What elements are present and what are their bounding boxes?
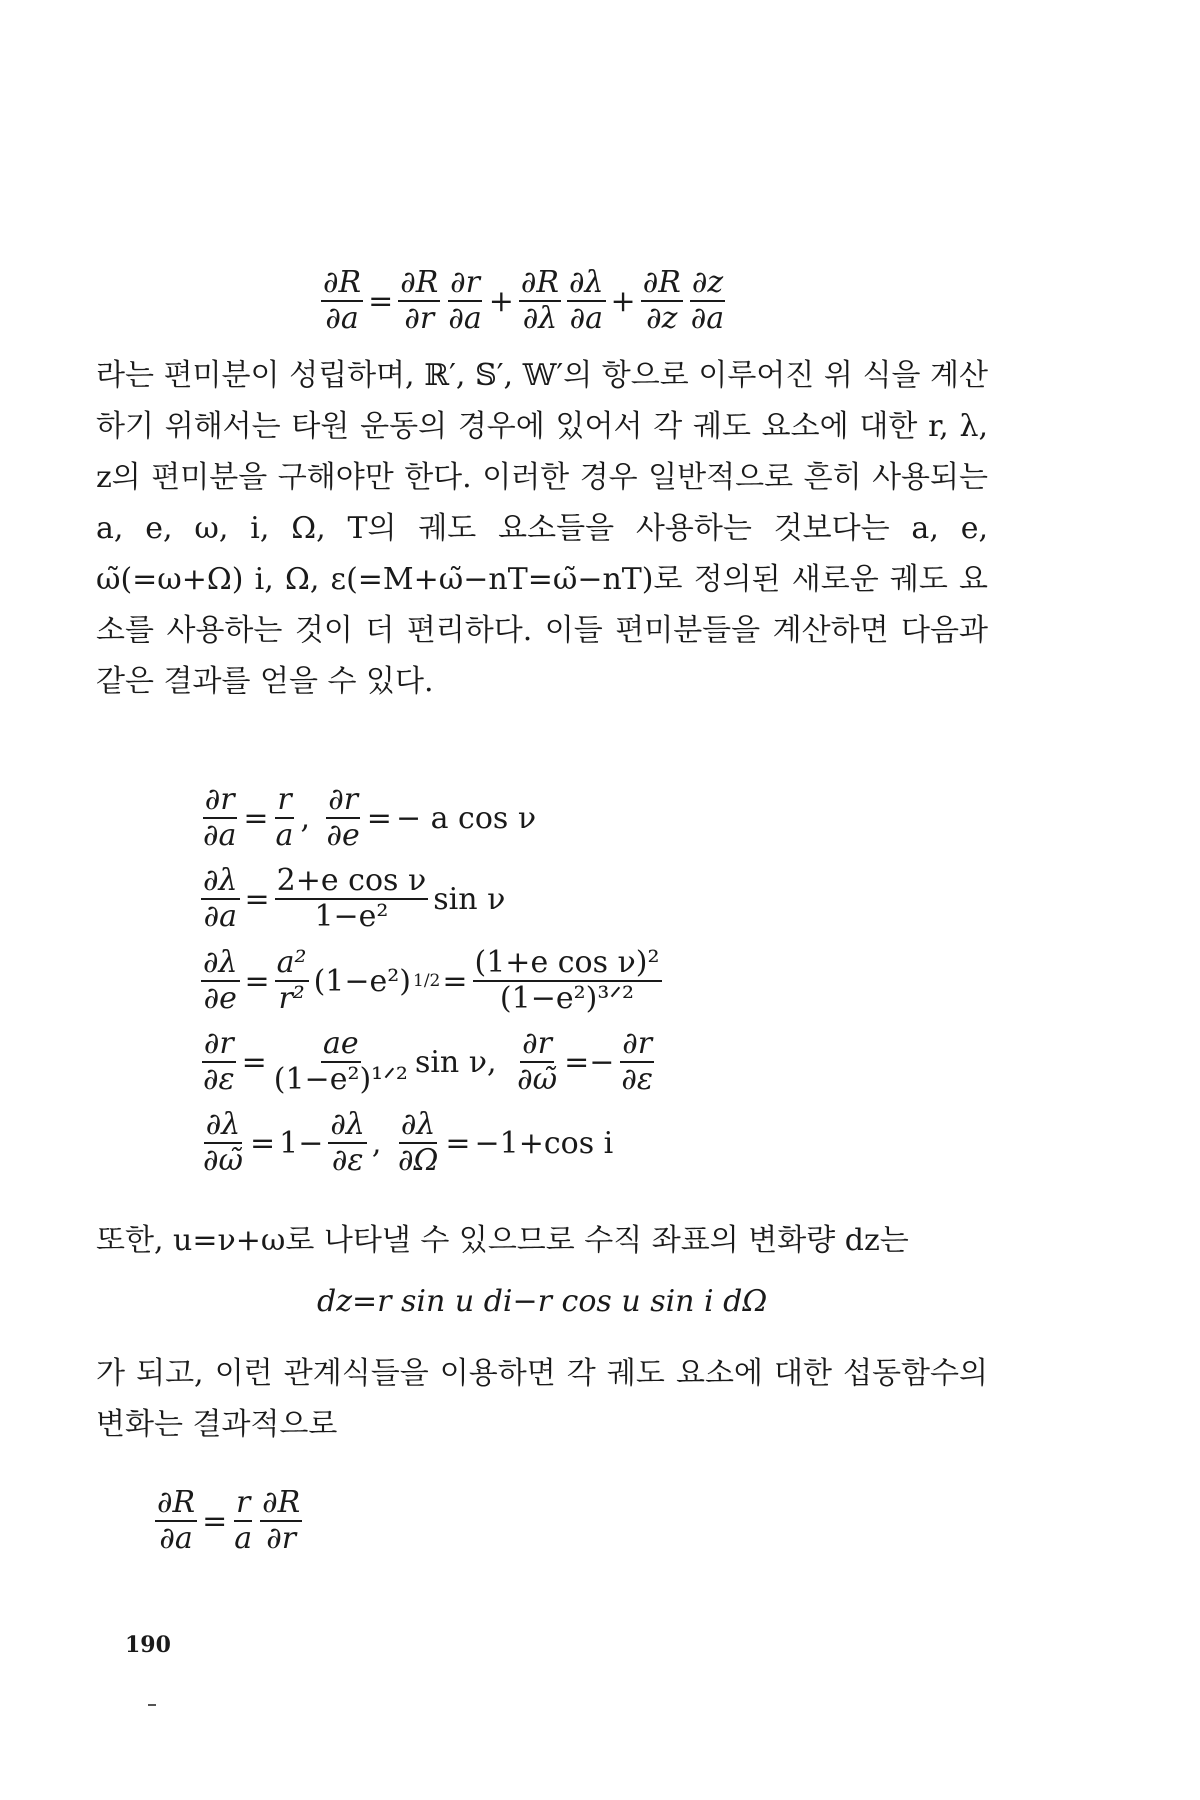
eq-fraction-numerator: r [236, 1485, 251, 1520]
eq-fraction-numerator: ∂r [204, 782, 235, 817]
eq-fraction-denominator: ∂a [325, 301, 359, 336]
eq-fraction-numerator: ∂r [450, 265, 480, 300]
eq-fraction-numerator: r [277, 782, 292, 817]
eq-fraction-denominator: ∂ε [203, 1062, 235, 1097]
equation-last: $\frac{\partial R}{\partial a}$ = $\frac{r}{a}$ $\frac{\partial R}{\partial r}$ [157, 1485, 301, 1556]
eq-fraction-denominator: ∂a [159, 1521, 193, 1556]
eq-fraction-numerator: ∂λ [330, 1107, 365, 1142]
eq-fraction-denominator: ∂e [326, 818, 360, 853]
eq-fraction-denominator: ∂a [203, 818, 237, 853]
eq-fraction-numerator: ∂λ [205, 1107, 241, 1142]
eq-fraction-denominator: ∂λ [522, 301, 558, 336]
paragraph-vertical-coordinate: 또한, u=ν+ω로 나타낼 수 있으므로 수직 좌표의 변화량 dz는 [96, 1223, 909, 1258]
eq-rhs: −1+cos i [474, 1125, 614, 1161]
eq-fraction-numerator: ∂r [203, 1026, 234, 1061]
eq-fraction-numerator: ∂R [323, 265, 362, 300]
eq-fraction-numerator: ∂z [691, 265, 724, 300]
eq-fraction-numerator: ∂R [520, 265, 560, 300]
eq-fraction-denominator: ∂a [448, 301, 482, 336]
eq-fraction-numerator: ∂R [400, 265, 439, 300]
page-number: 190 [125, 1632, 171, 1658]
eq-fraction-denominator: ∂a [690, 301, 725, 336]
eq-fraction-numerator: ∂R [642, 265, 681, 300]
equation-dz [315, 1284, 769, 1319]
eq-fraction-denominator: ∂Ω [397, 1143, 439, 1178]
equation-row-2: $\frac{\partial\lambda}{\partial a}$ = $\frac{\text{2+e cos ν}}{\text{1−e²}}$ sin ν [203, 863, 506, 934]
eq-fraction-numerator: ∂λ [203, 945, 238, 980]
eq-rhs: sin ν [433, 881, 506, 917]
paragraph-perturbation: 가 되고, 이런 관계식들을 이용하면 각 궤도 요소에 대한 섭동함수의 변화는 결과적으로 [96, 1356, 988, 1442]
equation-row-1: $\frac{\partial r}{\partial a}$ = $\frac{r}{a}$ , $\frac{\partial r}{\partial e}$ = − a cos ν [203, 782, 537, 853]
eq-fraction-numerator: (1+e cos ν)² [474, 945, 660, 980]
eq-fraction-numerator: a² [276, 945, 307, 980]
scan-mark [148, 1704, 156, 1706]
eq-fraction-denominator: ∂z [646, 301, 678, 336]
eq-term: (1−e²) [313, 963, 412, 999]
eq-fraction-denominator: r² [278, 981, 305, 1016]
eq-fraction-numerator: ∂R [262, 1485, 301, 1520]
eq-fraction-numerator: ∂r [522, 1026, 553, 1061]
eq-fraction-denominator: ∂e [203, 981, 237, 1016]
eq-fraction-denominator: (1−e²)³ᐟ² [499, 981, 635, 1016]
eq-fraction-numerator: ∂λ [400, 1107, 436, 1142]
eq-fraction-numerator: 2+e cos ν [276, 863, 427, 898]
equation-row-4: $\frac{\partial r}{\partial\varepsilon}$ = $\frac{ae}{\text{(1−e²)¹ᐟ²}}$ sin ν, $\frac{\partial r}{\partial\omegã}$ =− $\frac{\partial r}{\partial\varepsilon}$ [203, 1026, 653, 1097]
eq-fraction-denominator: 1−e² [314, 899, 389, 934]
paragraph-intro: 라는 편미분이 성립하며, ℝ′, 𝕊′, 𝕎′의 항으로 이루어진 위 식을 계산하기 위해서는 타원 운동의 경우에 있어서 각 궤도 요소에 대한 r, λ, z의 편미분을 구해야만 한다. 이러한 경우 일반적으로 흔히 사용되는 a, e, ω, i, Ω, T의 궤도 요소들을 사용하는 것보다는 a, e, ω̃(=ω+Ω) i, Ω, ε(=M+ω̃−nT=ω̃−nT)로 정의된 새로운 궤도 요소를 사용하는 것이 더 편리하다. 이들 편미분들을 계산하면 다음과 같은 결과를 얻을 수 있다. [96, 358, 988, 699]
eq-fraction-denominator: ∂a [569, 301, 603, 336]
eq-fraction-numerator: ∂R [157, 1485, 196, 1520]
eq-fraction-denominator: ∂ε [331, 1143, 364, 1178]
eq-fraction-denominator: a [275, 818, 294, 853]
eq-fraction-denominator: ∂a [203, 899, 237, 934]
eq-fraction-denominator: ∂ω̃ [203, 1143, 243, 1178]
eq-fraction-denominator: ∂ω̃ [517, 1062, 558, 1097]
equation-row-5: $\frac{\partial\lambda}{\partial\omegã}$ = 1− $\frac{\partial\lambda}{\partial\varepsilon}$ , $\frac{\partial\lambda}{\partial\Omega}$ = −1+cos i [203, 1107, 614, 1178]
eq-fraction-numerator: ∂r [328, 782, 359, 817]
eq-fraction-denominator: ∂ε [621, 1062, 653, 1097]
eq-fraction-numerator: ae [323, 1026, 359, 1061]
eq-fraction-denominator: ∂r [266, 1521, 297, 1556]
eq-fraction-numerator: ∂λ [569, 265, 604, 300]
equation-row-3: $\frac{\partial\lambda}{\partial e}$ = $\frac{\text{a²}}{\text{r²}}$ (1−e²) 1/2 = $\frac{\text{(1+e cos ν)²}}{\text{(1−e²)³ᐟ²}}$ [203, 945, 660, 1016]
eq-fraction-numerator: ∂λ [203, 863, 238, 898]
eq-fraction-numerator: ∂r [622, 1026, 653, 1061]
eq-term: 1− [279, 1125, 324, 1161]
equation-chain-rule: $\frac{\partial R}{\partial a}$ = $\frac{\partial R}{\partial r}$ $\frac{\partial r}{\partial a}$ + $\frac{\partial R}{\partial\lambda}$ $\frac{\partial\lambda}{\partial a}$ + $\frac{\partial R}{\partial z}$ $\frac{\partial z}{\partial a}$ [323, 265, 725, 336]
eq-rhs: − a cos ν [395, 800, 537, 836]
eq-dz-text: dz=r sin u di−r cos u sin i dΩ [317, 1284, 768, 1319]
eq-fraction-denominator: a [234, 1521, 253, 1556]
eq-exponent: 1/2 [413, 971, 441, 991]
eq-term: sin ν, [414, 1044, 497, 1080]
eq-fraction-denominator: ∂r [404, 301, 435, 336]
eq-fraction-denominator: (1−e²)¹ᐟ² [273, 1062, 408, 1097]
